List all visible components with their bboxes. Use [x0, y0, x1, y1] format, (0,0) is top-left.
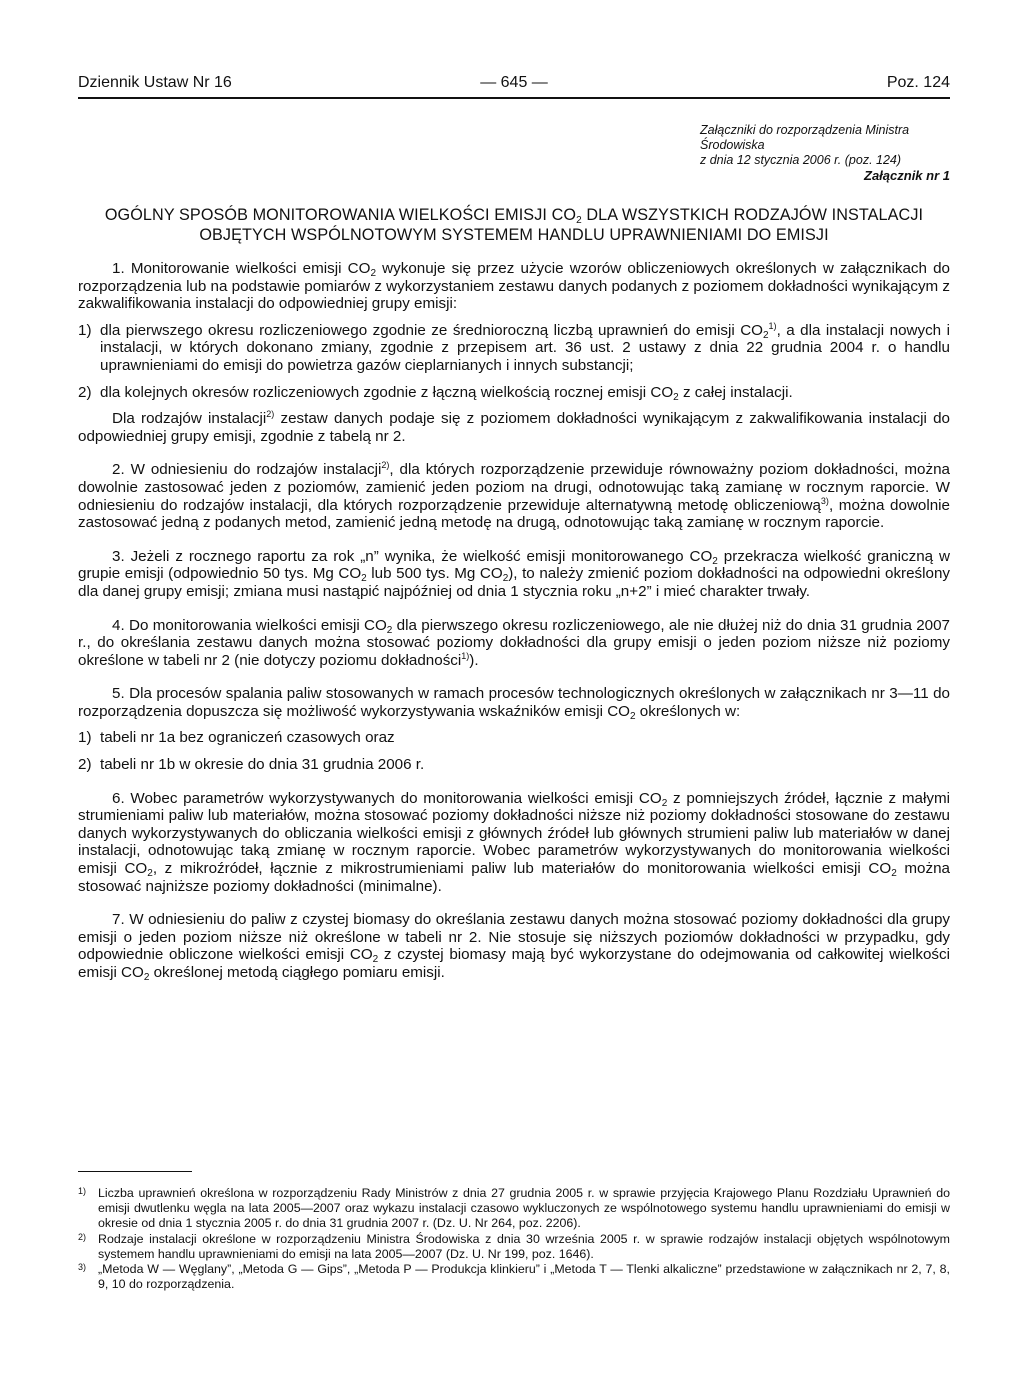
footnote-text: „Metoda W — Węglany”, „Metoda G — Gips”, „Metoda P — Produkcja klinkieru” i „Metoda T — Tlenki alkaliczne” przedstawione w załącznikach nr 2, 7, 8, 9, 10 do rozporządzenia. [98, 1262, 950, 1292]
paragraph-3 [78, 548, 950, 601]
footnote-rule [78, 1171, 192, 1172]
subscript: 2 [147, 868, 153, 880]
title-subscript: 2 [576, 215, 582, 226]
footnote-ref: 2) [381, 460, 390, 471]
list-number: 2) [78, 756, 92, 774]
list-number: 1) [78, 729, 92, 747]
annex-reference-line2: z dnia 12 stycznia 2006 r. (poz. 124) [700, 153, 902, 167]
document-title [58, 205, 970, 245]
paragraph-1-cont [78, 410, 950, 445]
footnote-number: 3) [78, 1262, 87, 1273]
text: 6. Wobec parametrów wykorzystywanych do monitorowania wielkości emisji CO [112, 789, 662, 807]
text: , można dowolnie zastosować jedną z podanych metod, zamienić jedną metodę na drugą, odnotowując taką zamianę w rocznym raporcie. [78, 496, 950, 532]
subscript: 2 [762, 329, 769, 341]
text: tabeli nr 1b w okresie do dnia 31 grudnia 2006 r. [100, 756, 425, 774]
text: Dla rodzajów instalacji [112, 410, 267, 428]
annex-reference-line1: Załączniki do rozporządzenia Ministra Środowiska [700, 123, 910, 152]
text: 5. Dla procesów spalania paliw stosowanych w ramach procesów technologicznych określonych w załącznikach nr 3—11 do rozporządzenia dopuszcza się możliwość wykorzystywania wskaźników emisji CO [78, 685, 950, 720]
text: 7. W odniesieniu do paliw z czystej biomasy do określania zestawu danych można stosować poziomy dokładności dla grupy emisji o jeden poziom niższe niż określone w tabeli nr 2. Nie stosuje się niższych poziomów dokładności w przypadku, gdy odpowiednie obliczone wielkości emisji CO [78, 911, 950, 964]
paragraph-4 [78, 617, 950, 670]
list-item [78, 322, 950, 375]
text: lub 500 tys. Mg CO [366, 565, 503, 583]
text: 1. Monitorowanie wielkości emisji CO [112, 260, 371, 277]
footnote-3 [78, 1262, 950, 1292]
text: , dla których rozporządzenie przewiduje równoważny poziom dokładności, można dowolnie zastosować jeden z poziomów, zamienić jeden poziom na drugi, odnotowując taką zamianę w rocznym raporcie. W odniesieniu do rodzajów instalacji, dla których rozporządzenie przewiduje alternatywną metodę obliczeniową [78, 461, 950, 514]
list-item [78, 384, 950, 402]
text: określonych w: [635, 702, 741, 720]
paragraph-5 [78, 685, 950, 720]
paragraph-1 [78, 260, 950, 313]
subscript: 2 [361, 573, 367, 585]
subscript: 2 [370, 268, 376, 279]
text: dla kolejnych okresów rozliczeniowych zgodnie z łączną wielkością rocznej emisji CO [100, 383, 674, 401]
subscript: 2 [712, 555, 718, 567]
list-number: 1) [78, 321, 92, 339]
text: z pomniejszych źródeł, łącznie z małymi strumieniami paliw lub materiałów, można stosować poziomy dokładności niższe niż poziomy dokładności stosowane do zestawu danych wykorzystywanych do obliczania wielkości emisji z głównych źródeł lub głównych strumieni paliw lub materiałów w danej instalacji, odnotowując taką zmianę w rocznym raporcie. Wobec parametrów wykorzystywanych do monitorowania wielkości emisji CO [78, 789, 950, 878]
footnotes [78, 1186, 950, 1292]
paragraph-2 [78, 461, 950, 531]
list-item [78, 756, 950, 774]
subscript: 2 [143, 972, 150, 983]
footnote-1 [78, 1186, 950, 1232]
document-body [78, 260, 950, 982]
position-number: Poz. 124 [886, 74, 950, 91]
title-text-b: DLA WSZYSTKICH RODZAJÓW INSTALACJI [581, 206, 924, 224]
text: można stosować najniższe poziomy dokładności (minimalne). [78, 860, 950, 895]
text: z czystej biomasy mają być wykorzystane do odejmowania od całkowitej wielkości emisji CO [78, 946, 950, 981]
text: tabeli nr 1a bez ograniczeń czasowych oraz [100, 729, 395, 747]
paragraph-7 [78, 911, 950, 981]
footnote-ref: 2) [266, 409, 275, 420]
subscript: 2 [891, 868, 897, 880]
journal-name: Dziennik Ustaw Nr 16 [78, 74, 232, 91]
footnote-text: Rodzaje instalacji określone w rozporządzeniu Ministra Środowiska z dnia 30 września 2005 r. w sprawie rodzajów instalacji objętych wspólnotowym systemem handlu uprawnieniami do emisji na lata 2005—2007 (Dz. U. Nr 199, poz. 1646). [98, 1231, 950, 1261]
text: 3. Jeżeli z rocznego raportu za rok „n” wynika, że wielkość emisji monitorowanego CO [112, 547, 713, 565]
annex-reference [700, 123, 950, 168]
title-text-a: OGÓLNY SPOSÓB MONITOROWANIA WIELKOŚCI EMISJI CO [104, 206, 577, 224]
subscript: 2 [372, 954, 379, 966]
footnote-ref: 1) [461, 650, 470, 661]
title-line2: OBJĘTYCH WSPÓLNOTOWYM SYSTEMEM HANDLU UPRAWNIENIAMI DO EMISJI [199, 226, 829, 244]
footnote-ref: 3) [820, 495, 829, 506]
footnote-number: 2) [78, 1231, 87, 1242]
subscript: 2 [630, 710, 636, 722]
text: ), to należy zmienić poziom dokładności na odpowiedni określony dla danej grupy emisji; zmiana musi nastąpić najpóźniej od dnia 1 stycznia roku „n+2” i mieć charakter trwały. [78, 565, 950, 600]
footnote-ref: 1) [768, 320, 777, 331]
footnote-2 [78, 1232, 950, 1262]
subscript: 2 [386, 624, 393, 636]
text: przekracza wielkość graniczną w grupie emisji (odpowiednio 50 tys. Mg CO [78, 547, 950, 583]
title-line1 [58, 205, 970, 225]
page-number: — 645 — [480, 74, 548, 91]
text: zestaw danych podaje się z poziomem dokładności wynikającym z zakwalifikowania instalacji do odpowiedniej grupy emisji, zgodnie z tabelą nr 2. [78, 410, 950, 445]
footnote-text: Liczba uprawnień określona w rozporządzeniu Rady Ministrów z dnia 27 grudnia 2005 r. w sprawie przyjęcia Krajowego Planu Rozdziału Uprawnień do emisji dwutlenku węgla na lata 2005—2007 oraz wykazu instalacji czasowo wykluczonych ze wspólnotowego systemu handlu uprawnieniami do emisji w okresie od dnia 1 stycznia 2005 r. do dnia 31 grudnia 2007 r. (Dz. U. Nr 264, poz. 2206). [98, 1186, 950, 1231]
text: 4. Do monitorowania wielkości emisji CO [112, 616, 387, 634]
text: dla pierwszego okresu rozliczeniowego zgodnie ze średnioroczną liczbą uprawnień do emisji CO [100, 321, 763, 339]
list-item [78, 729, 950, 747]
subscript: 2 [673, 391, 679, 403]
text: określonej metodą ciągłego pomiaru emisji. [149, 964, 445, 981]
text: dla pierwszego okresu rozliczeniowego, ale nie dłużej niż do dnia 31 grudnia 2007 r., do określania zestawu danych można stosować poziomy dokładności dla grupy emisji o jeden poziom niższe niż poziomy określone w tabeli nr 2 (nie dotyczy poziomu dokładności [78, 616, 950, 669]
text: wykonuje się przez użycie wzorów obliczeniowych określonych w załącznikach do rozporządzenia lub na podstawie pomiarów z wykorzystaniem zestawu danych podanych z poziomem dokładności wynikającym z zakwalifikowania instalacji do odpowiedniej grupy emisji: [78, 260, 951, 313]
paragraph-6 [78, 790, 950, 896]
annex-label: Załącznik nr 1 [864, 168, 950, 183]
text: z całej instalacji. [678, 383, 793, 401]
text: ). [469, 651, 479, 669]
text: 2. W odniesieniu do rodzajów instalacji [112, 461, 382, 479]
text: , a dla instalacji nowych i instalacji, w których dokonano zmiany, zgodnie z przepisem art. 36 ust. 2 ustawy z dnia 22 grudnia 2004 r. o handlu uprawnieniami do emisji do powietrza gazów cieplarnianych i innych substancji; [100, 321, 950, 374]
subscript: 2 [661, 797, 668, 809]
list-number: 2) [78, 383, 92, 401]
text: , z mikroźródeł, łącznie z mikrostrumieniami paliw lub materiałów do monitorowania wielkości emisji CO [152, 860, 892, 878]
subscript: 2 [502, 573, 509, 585]
header-rule [78, 97, 950, 99]
footnote-number: 1) [78, 1186, 87, 1196]
